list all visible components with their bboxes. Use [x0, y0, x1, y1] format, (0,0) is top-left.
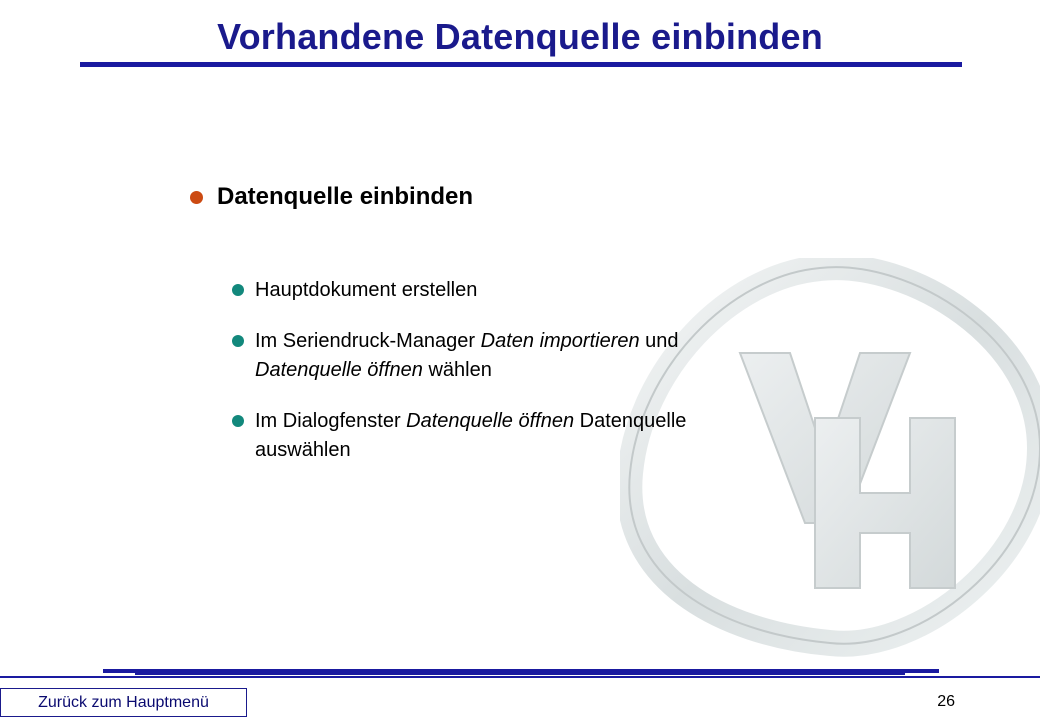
slide-title: Vorhandene Datenquelle einbinden: [217, 16, 823, 57]
emphasized-term: Datenquelle öffnen: [255, 359, 423, 381]
back-to-main-menu-button[interactable]: Zurück zum Hauptmenü: [0, 688, 247, 717]
bullet-dot-icon: [232, 335, 244, 347]
sub-bullet-item: [232, 407, 852, 465]
sub-bullet-text: Im Dialogfenster: [255, 410, 407, 432]
sub-bullet-text: Datenquelle: [574, 410, 687, 432]
sub-bullet-text: Hauptdokument erstellen: [255, 279, 478, 301]
bullet-dot-icon: [190, 191, 203, 204]
sub-bullet-item: [232, 276, 852, 305]
sub-bullet-text: auswählen: [255, 439, 351, 461]
sub-bullet-line: [255, 407, 852, 436]
footer-rule: [0, 676, 1040, 678]
bullet-dot-icon: [232, 415, 244, 427]
bullet-dot-icon: [232, 284, 244, 296]
sub-bullet-list: [232, 276, 852, 487]
sub-bullet-text: Im Seriendruck-Manager: [255, 330, 481, 352]
sub-bullet-text: und: [639, 330, 679, 352]
sub-bullet-text: wählen: [422, 359, 492, 381]
sub-bullet-item: [232, 327, 852, 385]
emphasized-term: Datenquelle öffnen: [406, 410, 575, 432]
emphasized-term: Daten importieren: [480, 330, 640, 352]
title-underline: [80, 62, 962, 67]
footer-rule: [135, 672, 905, 675]
main-bullet-text: Datenquelle einbinden: [217, 183, 474, 210]
page-number: 26: [937, 693, 955, 710]
sub-bullet-line: [255, 276, 852, 305]
sub-bullet-line: [255, 327, 852, 356]
sub-bullet-line: [255, 356, 852, 385]
sub-bullet-line: [255, 436, 852, 465]
